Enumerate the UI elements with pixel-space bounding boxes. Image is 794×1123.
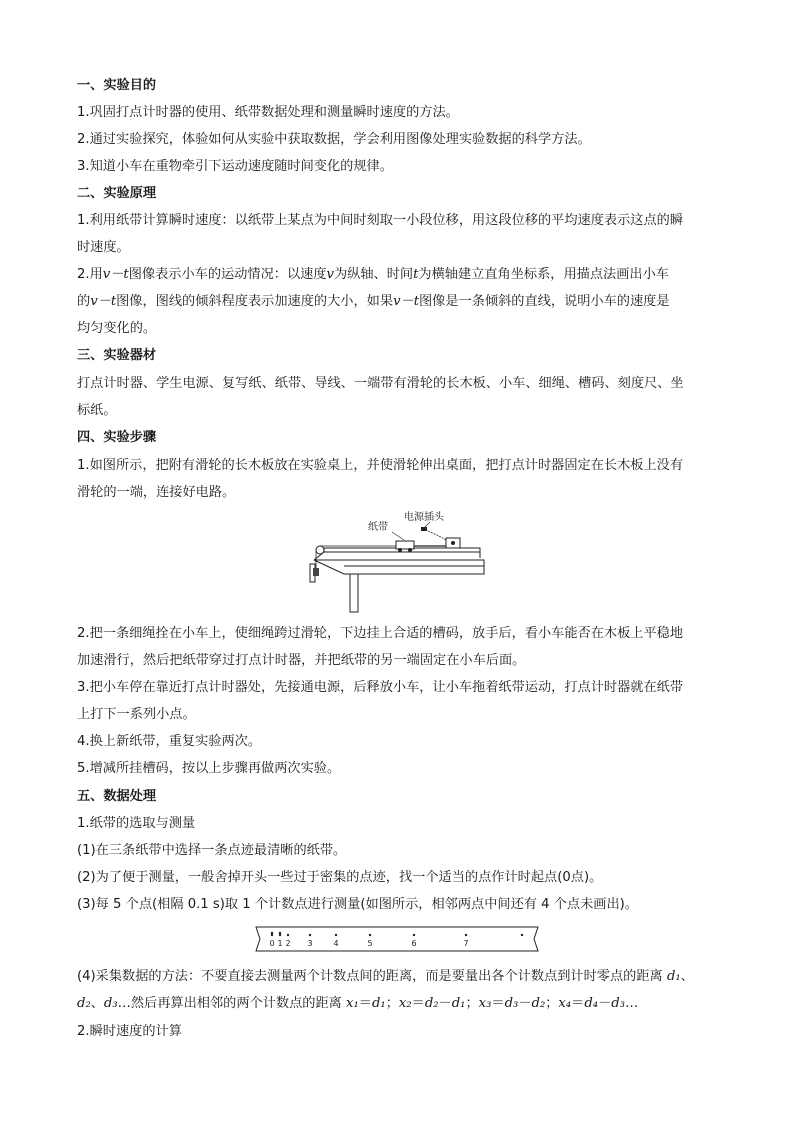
apparatus-figure	[300, 508, 490, 614]
section-1-heading: 一、实验目的	[77, 78, 157, 93]
formula-variable: d₁	[371, 996, 386, 1011]
equipment-line-1: 打点计时器、学生电源、复写纸、纸带、导线、一端带有滑轮的长木板、小车、细绳、槽码、刻度尺、坐	[77, 376, 684, 391]
data-item-1: (1)在三条纸带中选择一条点迹最清晰的纸带。	[77, 843, 347, 858]
tape-outline	[256, 927, 538, 951]
formula-text: …	[625, 996, 639, 1011]
tape-dot	[521, 934, 523, 936]
data-item-4-line-1: (4)采集数据的方法：不要直接去测量两个计数点间的距离，而是要量出各个计数点到计时零点的距离 d₁、	[77, 969, 694, 984]
long-board	[314, 548, 480, 560]
principle-2-line-1: 2.用v－t图像表示小车的运动情况：以速度v为纵轴、时间t为横轴建立直角坐标系，用描点法画出小车	[77, 267, 669, 282]
table	[310, 560, 484, 612]
principle-1-line-1: 1.利用纸带计算瞬时速度：以纸带上某点为中间时刻取一小段位移，用这段位移的平均速度表示这点的瞬	[77, 213, 684, 228]
timer-icon	[446, 538, 460, 548]
principle-1-line-2: 时速度。	[77, 240, 130, 255]
formula-text: …然后再算出相邻的两个计数点的距离	[117, 996, 347, 1011]
count-point-dot	[465, 934, 467, 936]
count-point-label: 4	[333, 939, 339, 948]
formula-variable: x₃	[478, 996, 492, 1011]
count-point-dot	[309, 934, 311, 936]
label-tape: 纸带	[368, 522, 388, 533]
pulley-icon	[316, 546, 324, 554]
step-3-line-2: 上打下一系列小点。	[77, 707, 196, 722]
step-2-line-1: 2.把一条细绳拴在小车上，使细绳跨过滑轮，下边挂上合适的槽码，放手后，看小车能否在木板上平稳地	[77, 626, 684, 641]
count-point-label: 0	[269, 939, 275, 948]
formula-variable: d₂	[424, 996, 439, 1011]
formula-variable: d₄	[584, 996, 599, 1011]
count-point-label: 2	[285, 939, 291, 948]
count-point-label: 7	[463, 939, 469, 948]
formula-text: ；	[545, 996, 559, 1011]
step-1-line-2: 滑轮的一端，连接好电路。	[77, 485, 236, 500]
formula-variable: d₂	[531, 996, 546, 1011]
paper-tape-figure	[252, 924, 542, 954]
count-point-dot	[279, 934, 281, 936]
formula-variable: x₄	[558, 996, 572, 1011]
formula-variable: x₂	[398, 996, 412, 1011]
formula-variable: d₃	[611, 996, 625, 1011]
principle-2-line-2: 的v－t图像，图线的倾斜程度表示加速度的大小，如果v－t图像是一条倾斜的直线，说明小车的速度是	[77, 294, 670, 309]
step-4: 4.换上新纸带，重复实验两次。	[77, 734, 262, 749]
hanging-weight-icon	[313, 568, 319, 576]
section-2-heading: 二、实验原理	[77, 186, 157, 201]
count-point-dot	[369, 934, 371, 936]
formula-text: ；	[385, 996, 399, 1011]
count-point-label: 6	[411, 939, 417, 948]
step-2-line-2: 加速滑行，然后把纸带穿过打点计时器，并把纸带的另一端固定在小车后面。	[77, 653, 526, 668]
equipment-line-2: 标纸。	[77, 403, 117, 418]
count-point-label: 5	[367, 939, 373, 948]
data-sub-1: 1.纸带的选取与测量	[77, 816, 196, 831]
formula-text: 、	[90, 996, 104, 1011]
formula-variable: d₂	[77, 996, 91, 1011]
goal-item-3: 3.知道小车在重物牵引下运动速度随时间变化的规律。	[77, 159, 393, 174]
goal-item-2: 2.通过实验探究，体验如何从实验中获取数据，学会利用图像处理实验数据的科学方法。	[77, 132, 591, 147]
formula-variable: d₃	[504, 996, 519, 1011]
principle-2-line-3: 均匀变化的。	[77, 321, 157, 336]
count-point-label: 3	[307, 939, 313, 948]
count-point-dot	[287, 934, 289, 936]
step-1-line-1: 1.如图所示，把附有滑轮的长木板放在实验桌上，并使滑轮伸出桌面，把打点计时器固定在长木板上没有	[77, 458, 684, 473]
formula-text: ＝	[411, 996, 425, 1011]
formula-text: －	[438, 996, 452, 1011]
count-point-dot	[271, 934, 273, 936]
section-3-heading: 三、实验器材	[77, 348, 157, 363]
step-5: 5.增减所挂槽码，按以上步骤再做两次实验。	[77, 761, 341, 776]
formula-text: ＝	[491, 996, 505, 1011]
count-point-dot	[335, 934, 337, 936]
section-5-heading: 五、数据处理	[77, 789, 157, 804]
label-plug: 电源插头	[404, 512, 444, 523]
formula-text: －	[518, 996, 532, 1011]
step-3-line-1: 3.把小车停在靠近打点计时器处，先接通电源，后释放小车，让小车拖着纸带运动，打点计时器就在纸带	[77, 680, 684, 695]
data-item-2: (2)为了便于测量，一般舍掉开头一些过于密集的点迹，找一个适当的点作计时起点(0点)。	[77, 870, 603, 885]
formula-variable: d₁	[451, 996, 466, 1011]
data-item-4-line-2	[77, 995, 638, 1013]
formula-text: ；	[465, 996, 479, 1011]
formula-variable: d₃	[103, 996, 118, 1011]
count-point-label: 1	[277, 939, 283, 948]
data-sub-2: 2.瞬时速度的计算	[77, 1024, 182, 1039]
cart-icon	[396, 541, 414, 552]
count-point-dot	[413, 934, 415, 936]
formula-text: －	[598, 996, 612, 1011]
section-4-heading: 四、实验步骤	[77, 430, 157, 445]
data-item-3: (3)每 5 个点(相隔 0.1 s)取 1 个计数点进行测量(如图所示，相邻两点中间还有 4 个点未画出)。	[77, 897, 638, 912]
formula-variable: x₁	[346, 996, 359, 1011]
formula-text: ＝	[571, 996, 585, 1011]
goal-item-1: 1.巩固打点计时器的使用、纸带数据处理和测量瞬时速度的方法。	[77, 105, 459, 120]
formula-text: ＝	[358, 996, 372, 1011]
power-cord	[426, 530, 446, 540]
